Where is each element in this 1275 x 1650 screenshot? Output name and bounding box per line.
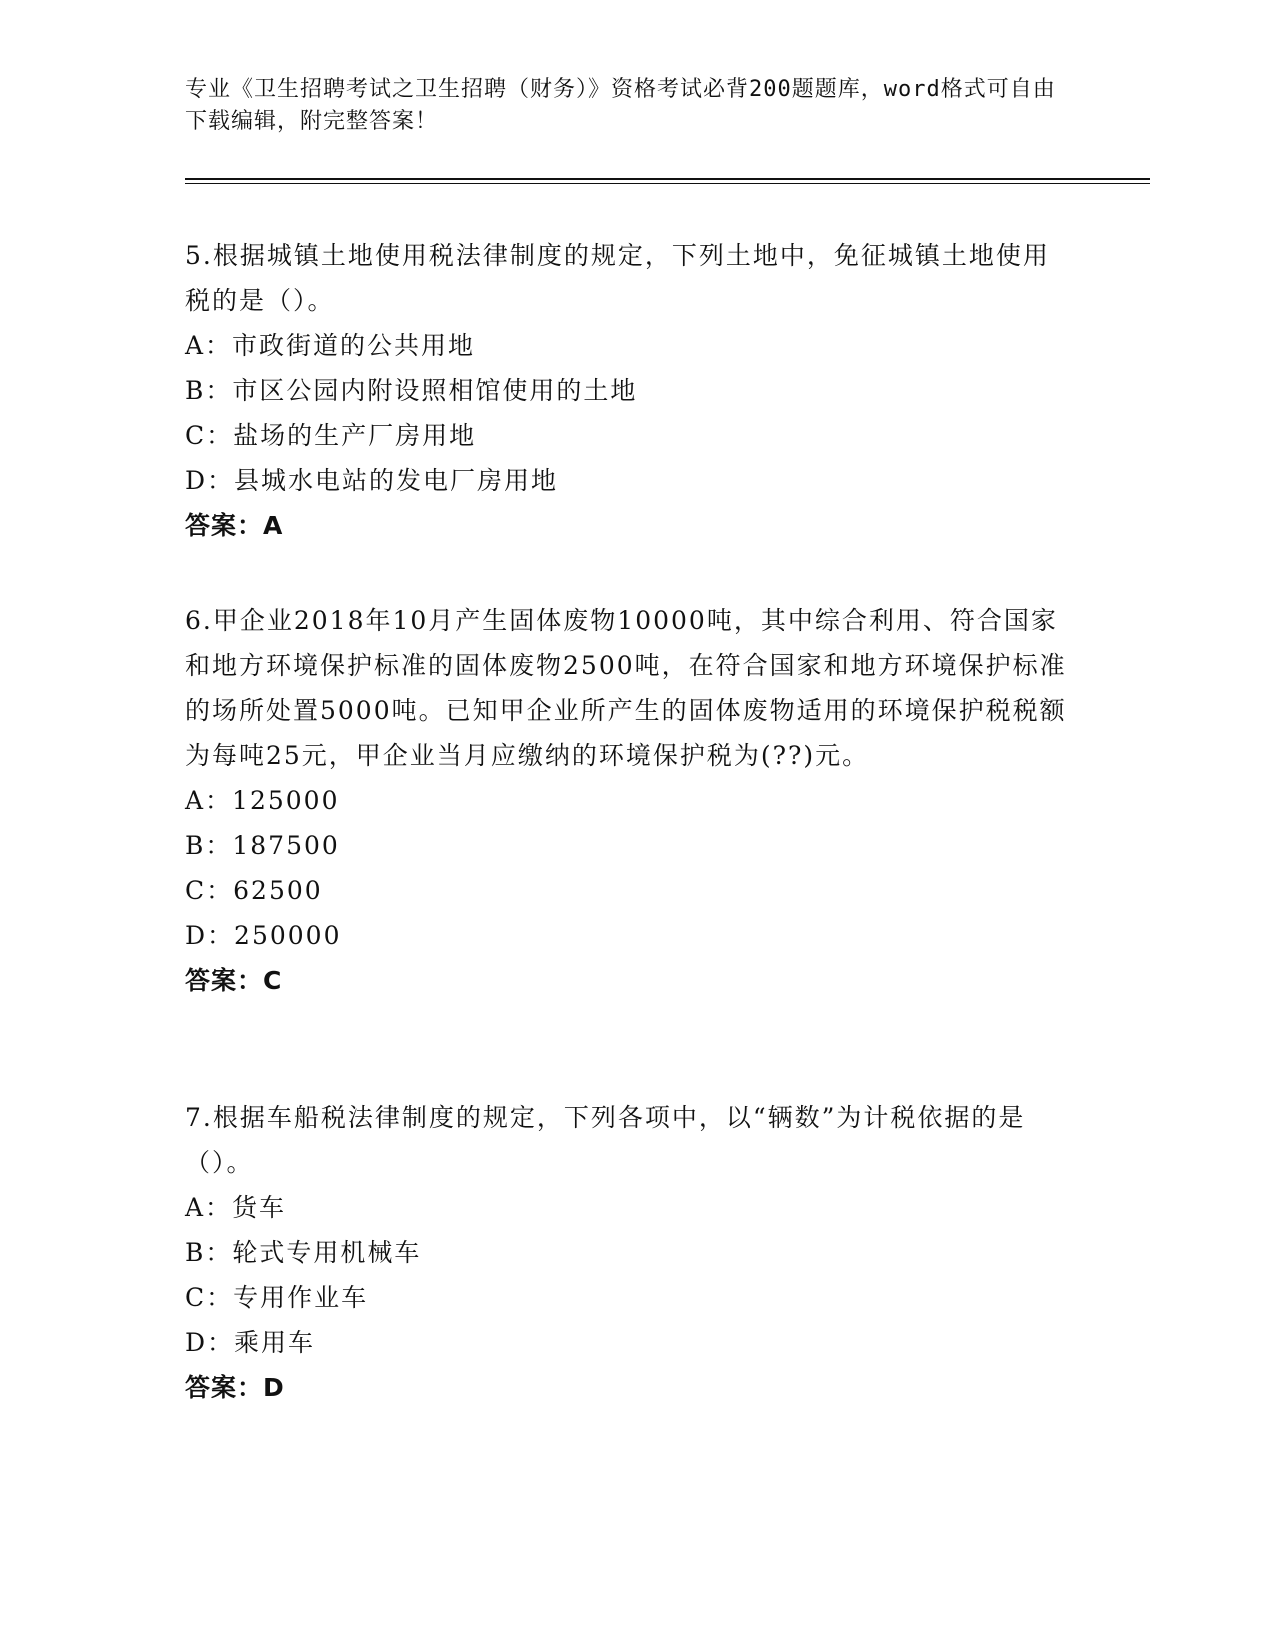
option-c: C：专用作业车 xyxy=(185,1283,369,1312)
question-stem: 7.根据车船税法律制度的规定，下列各项中，以“辆数”为计税依据的是（）。 xyxy=(185,1103,1026,1177)
option-b: B：187500 xyxy=(185,831,340,860)
question-5 xyxy=(185,233,1075,548)
question-6 xyxy=(185,598,1075,1003)
document-header: 专业《卫生招聘考试之卫生招聘（财务）》资格考试必背200题题库，word格式可自由下载编辑，附完整答案！ xyxy=(185,77,1056,134)
option-a: A：125000 xyxy=(185,786,340,815)
option-d: D：县城水电站的发电厂房用地 xyxy=(185,466,559,495)
option-b: B：市区公园内附设照相馆使用的土地 xyxy=(185,376,638,405)
option-a: A：货车 xyxy=(185,1193,287,1222)
answer-line: 答案：D xyxy=(185,1373,285,1402)
option-c: C：62500 xyxy=(185,876,323,905)
header-divider xyxy=(185,178,1150,180)
option-d: D：乘用车 xyxy=(185,1328,316,1357)
option-b: B：轮式专用机械车 xyxy=(185,1238,422,1267)
question-stem: 5.根据城镇土地使用税法律制度的规定，下列土地中，免征城镇土地使用税的是（）。 xyxy=(185,241,1050,315)
question-7 xyxy=(185,1095,1075,1410)
answer-line: 答案：C xyxy=(185,966,283,995)
header-divider-secondary xyxy=(185,183,1150,184)
option-d: D：250000 xyxy=(185,921,342,950)
question-stem: 6.甲企业2018年10月产生固体废物10000吨，其中综合利用、符合国家和地方环境保护标准的固体废物2500吨，在符合国家和地方环境保护标准的场所处置5000吨。已知甲企业所产生的固体废物适用的环境保护税税额为每吨25元，甲企业当月应缴纳的环境保护税为(??)元。 xyxy=(185,606,1067,770)
option-a: A：市政街道的公共用地 xyxy=(185,331,476,360)
answer-line: 答案：A xyxy=(185,511,284,540)
option-c: C：盐场的生产厂房用地 xyxy=(185,421,477,450)
